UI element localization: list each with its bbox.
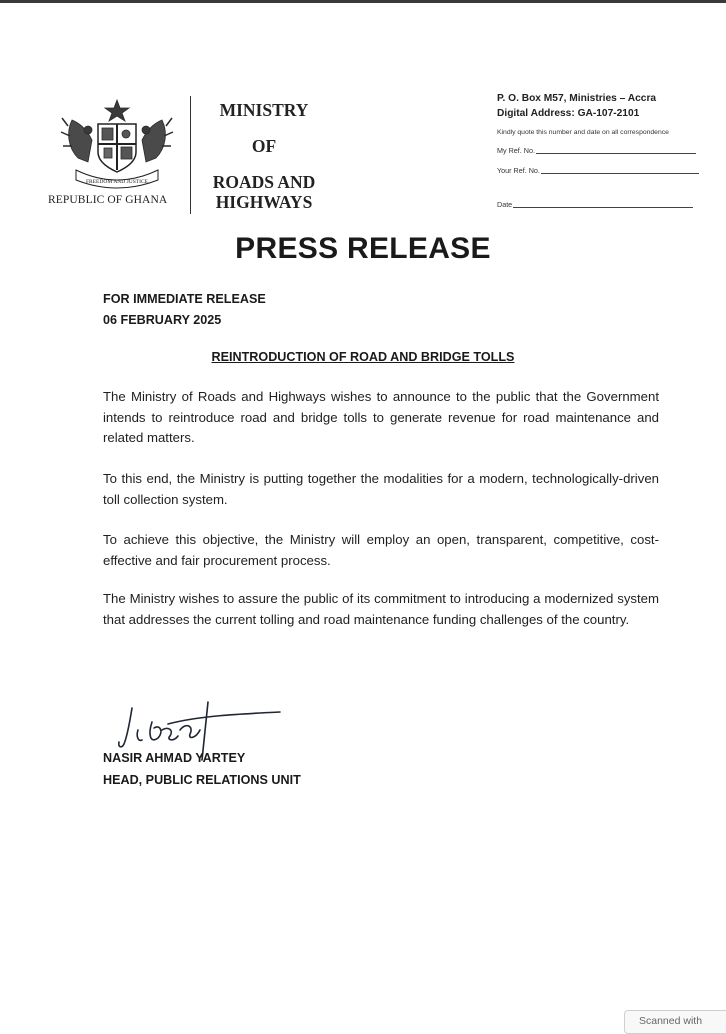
date-field xyxy=(497,200,693,209)
ministry-name-line-3: ROADS AND xyxy=(212,172,316,192)
paragraph-1: The Ministry of Roads and Highways wishes to announce to the public that the Government intends to reintroduce road and bridge tolls to generate revenue for road maintenance and related matters. xyxy=(103,389,659,445)
paragraph-3: To achieve this objective, the Ministry will employ an open, transparent, competitive, cost-effective and fair procurement process. xyxy=(103,532,659,568)
release-date: 06 FEBRUARY 2025 xyxy=(103,313,222,327)
scanner-watermark: Scanned with xyxy=(624,1010,726,1034)
crest-motto-text: FREEDOM AND JUSTICE xyxy=(85,179,149,185)
my-ref-field xyxy=(497,146,696,155)
paragraph-2: To this end, the Ministry is putting together the modalities for a modern, technologically-driven toll collection system. xyxy=(103,471,659,507)
your-ref-label: Your Ref. No. xyxy=(497,166,540,175)
release-heading: REINTRODUCTION OF ROAD AND BRIDGE TOLLS xyxy=(211,350,515,364)
document-title: PRESS RELEASE xyxy=(235,232,491,265)
digital-address: Digital Address: GA-107-2101 xyxy=(497,108,640,119)
ministry-name-line-1: MINISTRY xyxy=(219,100,309,120)
date-line xyxy=(513,207,693,208)
ministry-name-line-4: HIGHWAYS xyxy=(215,192,313,212)
paragraph-4: The Ministry wishes to assure the public of its commitment to introducing a modernized system that addresses the current tolling and road maintenance funding challenges of the country. xyxy=(103,591,659,627)
postal-address: P. O. Box M57, Ministries – Accra xyxy=(497,93,657,104)
signatory-name: NASIR AHMAD YARTEY xyxy=(103,751,246,765)
release-type: FOR IMMEDIATE RELEASE xyxy=(103,292,266,306)
top-scan-edge xyxy=(0,0,726,3)
quote-note: Kindly quote this number and date on all correspondence xyxy=(497,129,669,136)
your-ref-line xyxy=(541,173,699,174)
your-ref-field xyxy=(497,166,699,175)
ministry-name-line-2: OF xyxy=(251,136,277,156)
letterhead-divider xyxy=(190,96,191,214)
my-ref-label: My Ref. No. xyxy=(497,146,535,155)
ghana-coat-of-arms-icon xyxy=(58,96,176,192)
signatory-position: HEAD, PUBLIC RELATIONS UNIT xyxy=(103,773,301,787)
date-label: Date xyxy=(497,200,513,209)
my-ref-line xyxy=(536,153,696,154)
country-name: REPUBLIC OF GHANA xyxy=(48,194,168,206)
